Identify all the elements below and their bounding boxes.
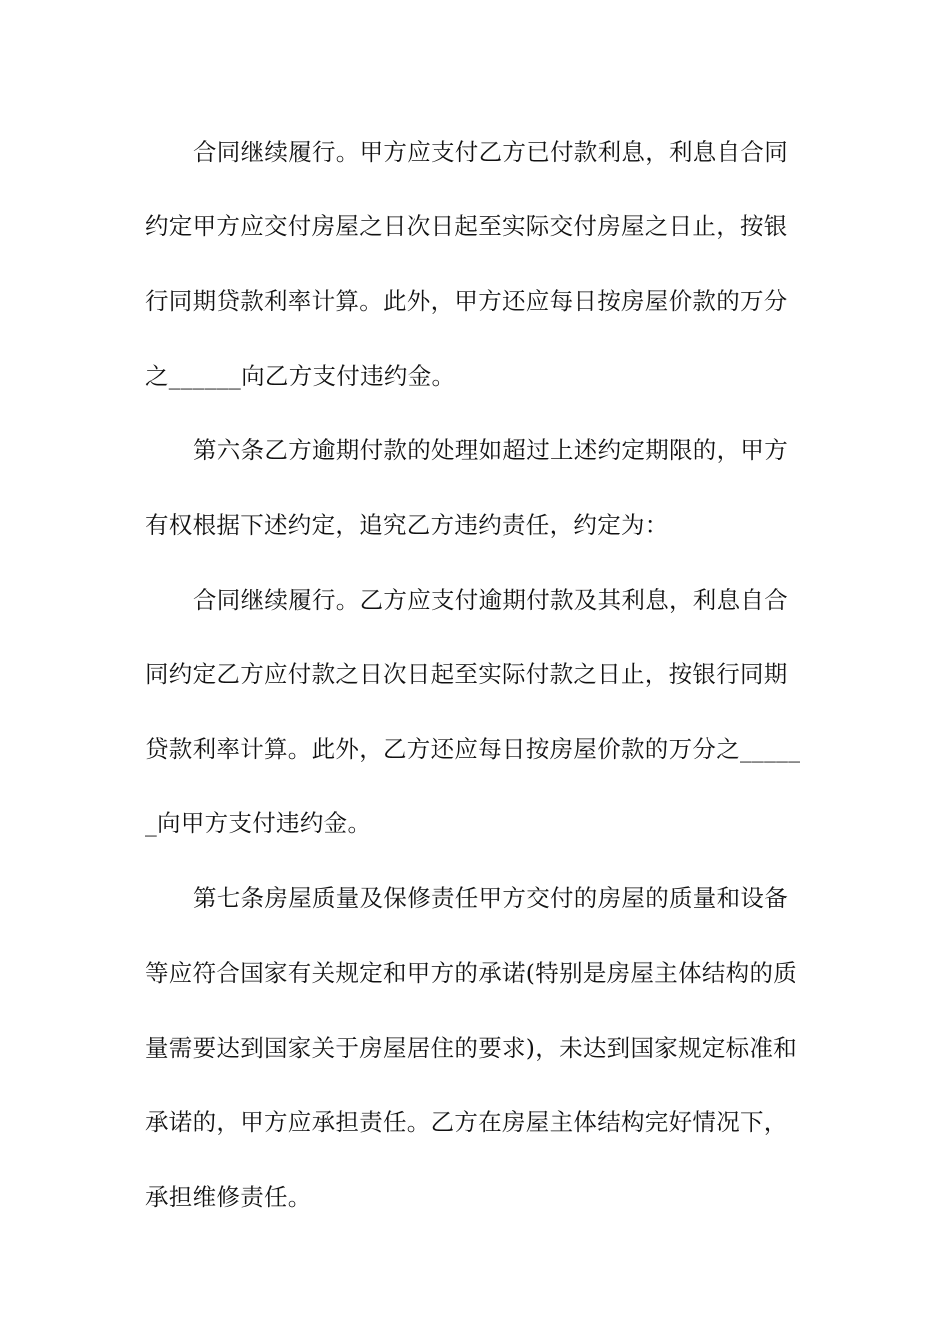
- text-line: 第七条房屋质量及保修责任甲方交付的房屋的质量和设备: [193, 884, 788, 912]
- text-line: 之______向乙方支付违约金。: [145, 362, 456, 390]
- text-line: 行同期贷款利率计算。此外，甲方还应每日按房屋价款的万分: [145, 287, 788, 315]
- text-line: 同约定乙方应付款之日次日起至实际付款之日止，按银行同期: [145, 660, 788, 688]
- text-line: 承担维修责任。: [145, 1183, 312, 1211]
- text-line: 承诺的，甲方应承担责任。乙方在房屋主体结构完好情况下，: [145, 1108, 788, 1136]
- text-line: 合同继续履行。乙方应支付逾期付款及其利息，利息自合: [193, 586, 788, 614]
- text-line: 等应符合国家有关规定和甲方的承诺(特别是房屋主体结构的质: [145, 959, 798, 987]
- text-line: 第六条乙方逾期付款的处理如超过上述约定期限的，甲方: [193, 436, 788, 464]
- text-line: 有权根据下述约定，追究乙方违约责任，约定为：: [145, 511, 669, 539]
- text-line: 贷款利率计算。此外，乙方还应每日按房屋价款的万分之_____: [145, 735, 801, 763]
- text-line: 量需要达到国家关于房屋居住的要求)，未达到国家规定标准和: [145, 1034, 798, 1062]
- text-line: 合同继续履行。甲方应支付乙方已付款利息，利息自合同: [193, 138, 788, 166]
- text-line: 约定甲方应交付房屋之日次日起至实际交付房屋之日止，按银: [145, 212, 788, 240]
- text-line: _向甲方支付违约金。: [145, 809, 372, 837]
